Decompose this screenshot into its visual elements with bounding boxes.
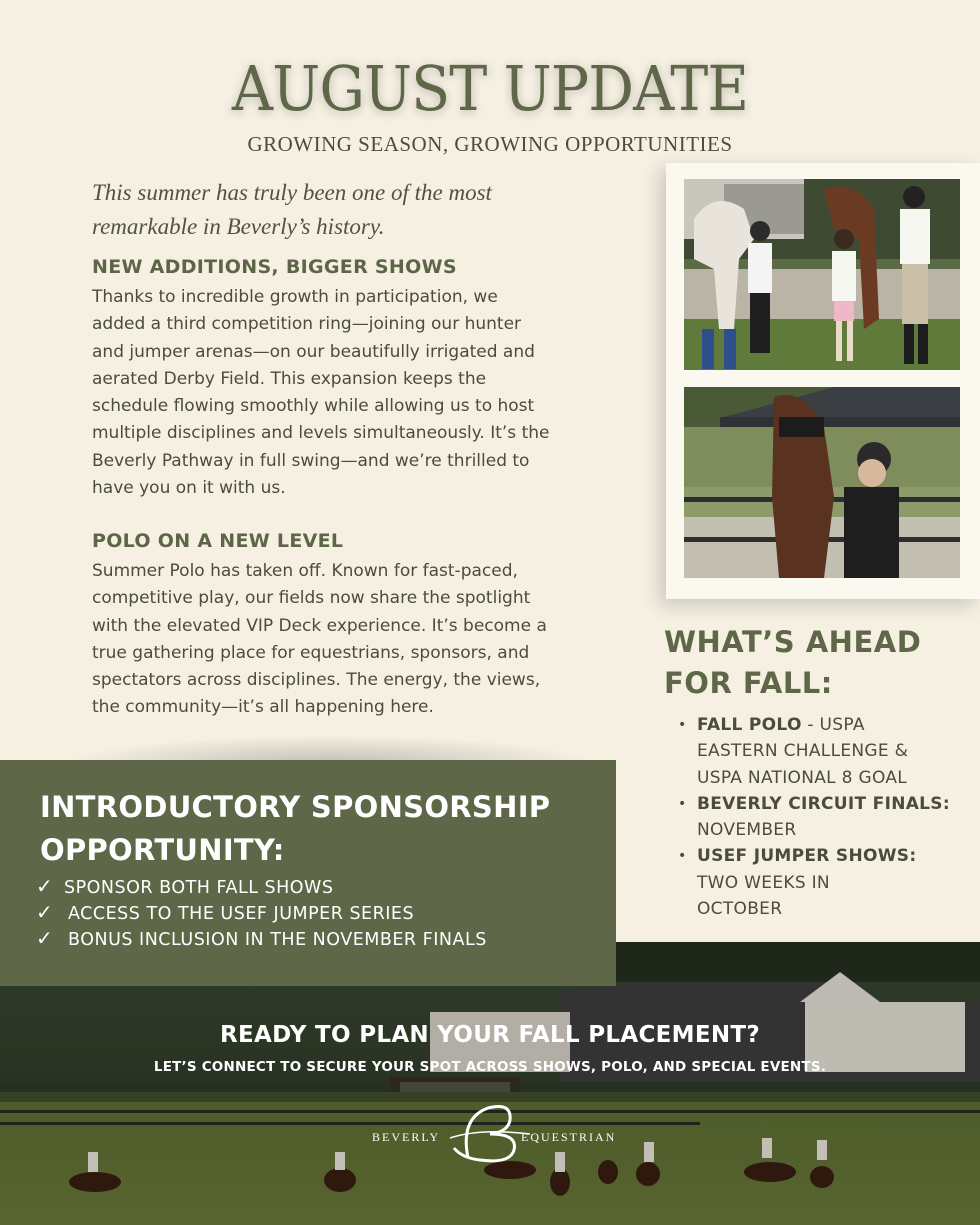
- section-body-polo: [92, 558, 637, 722]
- heading-line: INTRODUCTORY SPONSORSHIP: [40, 790, 551, 824]
- body-line: spectators across disciplines. The energy, the views,: [92, 670, 541, 691]
- whats-ahead-heading: [664, 622, 974, 704]
- photo-riders-with-horses: [684, 179, 960, 370]
- item-detail: USPA NATIONAL 8 GOAL: [697, 767, 908, 788]
- body-line: with the elevated VIP Deck experience. It’s become a: [92, 615, 547, 636]
- intro-line: This summer has truly been one of the most: [92, 180, 492, 205]
- item-label: BEVERLY CIRCUIT FINALS:: [697, 793, 950, 814]
- photo-rider-with-horse: [684, 387, 960, 578]
- whats-ahead-list: [678, 712, 978, 922]
- checkmark-icon: ✓: [36, 926, 54, 950]
- page-subtitle: GROWING SEASON, GROWING OPPORTUNITIES: [247, 132, 733, 156]
- heading-line: WHAT’S AHEAD: [664, 625, 922, 659]
- cta-subheading: LET’S CONNECT TO SECURE YOUR SPOT ACROSS SHOWS, POLO, AND SPECIAL EVENTS.: [153, 1059, 827, 1075]
- body-line: the community—it’s all happening here.: [92, 697, 434, 718]
- sponsorship-item: [36, 900, 414, 924]
- item-detail: NOVEMBER: [697, 820, 797, 841]
- section-heading-new-additions: NEW ADDITIONS, BIGGER SHOWS: [92, 256, 457, 278]
- checkmark-icon: ✓: [36, 874, 54, 898]
- body-line: Beverly Pathway in full swing—and we’re thrilled to: [92, 450, 530, 471]
- body-line: added a third competition ring—joining our hunter: [92, 314, 522, 335]
- item-detail: TWO WEEKS IN: [697, 872, 830, 893]
- intro-text: [92, 176, 562, 244]
- logo-word-beverly: BEVERLY: [372, 1130, 441, 1144]
- list-item: [678, 843, 978, 922]
- list-item: [678, 791, 978, 844]
- item-label: USEF JUMPER SHOWS:: [697, 846, 917, 867]
- body-line: have you on it with us.: [92, 478, 286, 499]
- checkmark-icon: ✓: [36, 900, 54, 924]
- sponsorship-item-label: ACCESS TO THE USEF JUMPER SERIES: [68, 904, 415, 924]
- page-title: AUGUST UPDATE: [231, 52, 749, 125]
- cta-heading: READY TO PLAN YOUR FALL PLACEMENT?: [219, 1022, 761, 1048]
- intro-line: remarkable in Beverly’s history.: [92, 214, 385, 239]
- sponsorship-item: [36, 926, 487, 950]
- body-line: Summer Polo has taken off. Known for fast-paced,: [92, 561, 518, 581]
- section-heading-polo: POLO ON A NEW LEVEL: [92, 530, 344, 552]
- body-line: competitive play, our fields now share the spotlight: [92, 588, 531, 609]
- body-line: true gathering place for equestrians, sponsors, and: [92, 642, 530, 663]
- section-body-new-additions: [92, 284, 637, 502]
- item-detail: OCTOBER: [697, 899, 783, 920]
- heading-line: FOR FALL:: [664, 666, 833, 700]
- body-line: and jumper arenas—on our beautifully irrigated and: [92, 341, 535, 362]
- sponsorship-item-label: SPONSOR BOTH FALL SHOWS: [64, 878, 334, 898]
- item-detail: EASTERN CHALLENGE &: [697, 741, 909, 762]
- list-item: [678, 712, 978, 791]
- heading-line: OPPORTUNITY:: [40, 833, 285, 867]
- sponsorship-item: [36, 874, 333, 898]
- body-line: Thanks to incredible growth in participation, we: [92, 287, 498, 307]
- item-label: FALL POLO: [697, 715, 802, 735]
- sponsorship-heading: [40, 786, 610, 872]
- body-line: aerated Derby Field. This expansion keeps the: [92, 368, 487, 389]
- logo-word-equestrian: EQUESTRIAN: [521, 1130, 617, 1144]
- item-detail: - USPA: [801, 715, 865, 735]
- sponsorship-item-label: BONUS INCLUSION IN THE NOVEMBER FINALS: [68, 930, 487, 950]
- body-line: multiple disciplines and levels simultaneously. It’s the: [92, 423, 550, 444]
- body-line: schedule flowing smoothly while allowing us to host: [92, 396, 535, 417]
